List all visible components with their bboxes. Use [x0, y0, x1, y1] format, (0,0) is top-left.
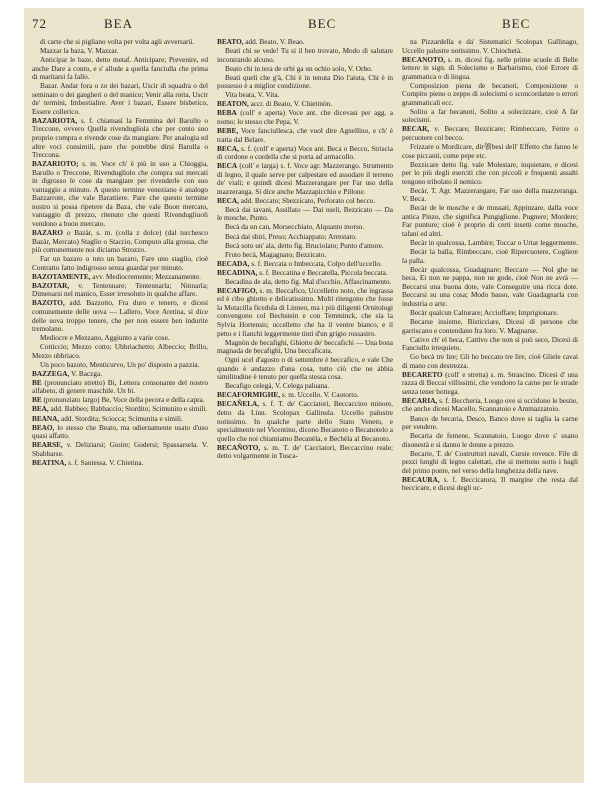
dictionary-entry — [402, 56, 578, 82]
dictionary-entry — [402, 432, 578, 449]
entry-headword: BEBE, — [217, 126, 239, 135]
entry-text: Banco de becaria, Desco, Banco dove si taglia la carne per vendere. — [402, 414, 578, 432]
entry-headword: BECAFIGO, — [217, 286, 258, 295]
dictionary-entry — [402, 161, 578, 187]
dictionary-entry — [217, 91, 393, 100]
dictionary-entry — [32, 299, 208, 333]
entry-text: Becaria de femene, Scannatoio, Luogo dove s' usano disonestà e si danno le donne a prezzo. — [402, 432, 578, 449]
dictionary-entry — [402, 248, 578, 265]
entry-text: Bazar. Andar fora o zo dei bazari, Uscir di squadra o del seminato o dei gangheri o del manico; Venir alla rotta, Uscir de' termini, Imbestialire. Aver i bazari, Essere bisbetico, Essere collerico. — [32, 82, 208, 116]
entry-headword: BECADINA, — [217, 268, 258, 277]
dictionary-entry — [402, 336, 578, 353]
entry-headword: BECARETO — [402, 370, 443, 379]
entry-text: Becà da un can, Morsecchiato, Alquanto morso. — [225, 223, 365, 232]
entry-text: Beati chi se vede! Tu si il ben trovato, Modo di salutare incontrando alcuno. — [217, 47, 393, 64]
entry-text: add. Beato, V. Beao. — [245, 38, 305, 46]
entry-text: s. f. Beccicatura, Il margine che resta dal beccicare, e dicesi degli uc- — [402, 475, 578, 493]
entry-text: Becà dai tavani, Assillato — Dai oseli, Bezzicato — Da le mosche, Punto. — [217, 205, 393, 223]
entry-headword: BECA, — [217, 196, 239, 205]
dictionary-entry — [32, 117, 208, 160]
entry-text: Un poco bazoto, Menticurvo, Un po' disposto a pazzia. — [40, 360, 200, 369]
entry-text: s. f. chiamasi la Femmina del Barullo o Treccone, ovvero Quella rivendugliola che per conto suo proprio compra e rivende cose da mangiare. Per analogia ed altre voci consimili, pare che potrebbe dirsi Barulla o Treccona. — [32, 116, 208, 160]
entry-text: Vita beata, V. Vita. — [225, 91, 280, 100]
dictionary-entry — [217, 444, 393, 461]
dictionary-entry — [217, 100, 393, 109]
entry-text: Becarse insieme, Bisticciare, Dicesi di persone che garriscano e contendano fra loro. V. Magnarse. — [402, 318, 578, 335]
entry-headword: BEATON, — [217, 100, 249, 109]
dictionary-entry — [32, 424, 208, 441]
entry-text: na Pizzardella e da' Sistematici Scolopax Gallinago, Uccello palustre notissimo. V. Chiochetà. — [402, 38, 578, 55]
dictionary-entry — [32, 343, 208, 360]
dictionary-entry — [402, 318, 578, 335]
entry-text: s. m. Voce ch' è più in uso a Chioggia, Barullo o Treccone, Rivendugliolo che compra sui mercati in digrosso le cose da mangiare per rivenderle con suo vantaggio a minuto. A questo termine veneziano è analogo Bazzarrote, che vale Barattiere. Pare che questo termine nostro si possa ripetere da Baza, che vale Buon mercato, vantaggio di prezzo, ritenuto che questi Rivendugliuoli vendono a buon mercato. — [32, 160, 208, 228]
entry-text: Beati queli che g'à, Chi è in tenuta Dio l'aiuta, Chi è in possesso è a miglior condizione. — [217, 73, 393, 91]
dictionary-entry — [32, 47, 208, 56]
entry-text: Bezzicare detto fig. vale Molestare, inquietare, e dicesi per lo più degli eserciti che con piccoli e frequenti assalti tengono tribolato il nemico. — [402, 160, 578, 186]
entry-text: s. f. T. de' Cacciatori, Beccaccino minore, detto da Linn. Scolopax Gallinula. Uccello palustre notissimo. In qualche parte dello Stato Veneto, e specialmente nel Vicentino, dicono Becanoto o Becanotelo a quello che noi chiamiamo Becanèla, e Bechèla al Becanoto. — [217, 400, 393, 443]
entry-headword: BAZOTAR, — [32, 281, 70, 290]
dictionary-entry — [32, 405, 208, 414]
entry-text: (coll' e larga) s. f. Voce agr. Mazzerango. Strumento di legno, il quale serve per calpestare ed assodare il terreno de' viali; e quindi dicesi Mazzerangare per Far uso della mazzeranga. Si dice anche Mazzapicchio e Pillone. — [217, 162, 393, 196]
dictionary-entry — [402, 450, 578, 476]
entry-text: add. Bazzotto, Fra duro e tenero, e dicesi comunemente delle uova — Lallero, Voce Aretina, si dice delle uova troppo tenere, che per non essere ben indurite tremolano. — [32, 299, 208, 334]
entry-headword: BAZARO — [32, 229, 64, 238]
dictionary-entry — [402, 266, 578, 309]
entry-headword: BAZOTO, — [32, 299, 65, 308]
entry-text: V. Baczga. — [70, 369, 103, 378]
entry-text: v. Beccare; Bezzicare; Rimbeccare, Ferire o percuotere col becco. — [402, 125, 578, 143]
dictionary-entry — [32, 441, 208, 458]
entry-text: Mazzar la baza, V. Mazzar. — [40, 47, 119, 56]
entry-text: s. f. Santessa. V. Chietina. — [68, 458, 144, 467]
entry-text: s. m. Uccello. V. Caotorto. — [281, 391, 359, 400]
dictionary-entry — [32, 415, 208, 424]
entry-text: Far un bazaro o tuto un bazaro, Fare uno staglio, cioè Contratto fatto indigrosso senza guardar per minuto. — [32, 255, 208, 272]
entry-headword: BAZARIOTA, — [32, 116, 78, 125]
entry-headword: BECAR, — [402, 125, 430, 134]
entry-text: Becàr qualcossa, Guadagnare; Beccare — Nol ghe ne beca, Ei non ne pappa, non ne gode, cioè Non ne avrà — Beccarsi una buona dote, vale Conseguire una ricca dote. Beccarsi su una cosa; Modo basso, vale Guadagnarla con industria o arte. — [402, 265, 578, 308]
dictionary-entry — [402, 415, 578, 432]
dictionary-entry — [32, 160, 208, 228]
entry-headword: BEATO, — [217, 38, 244, 46]
entry-text: add. Babbeo; Babbaccio; Stordito; Scimunito e simili. — [50, 405, 208, 414]
dictionary-entry — [217, 109, 393, 126]
dictionary-entry — [32, 38, 208, 47]
dictionary-entry — [217, 38, 393, 47]
dictionary-entry — [217, 47, 393, 64]
page-header — [32, 16, 576, 32]
dictionary-entry — [217, 339, 393, 356]
dictionary-entry — [32, 255, 208, 272]
entry-text: Go becà tre lire; Gli ho beccato tre lire, cioè Gliele cavai di mano con destrezza. — [402, 353, 578, 370]
entry-headword: BAZZEGA, — [32, 369, 70, 378]
dictionary-entry — [402, 371, 578, 397]
entry-text: Becàr de le mosche e de mussati, Appinzare, dalla voce antica Pinzo, che significa Pungiglione. Pugnere; Mordere; Far punture; cioè è proprio di certi insetti come mosche, tafani ed altri. — [402, 204, 578, 239]
page-number: 72 — [32, 16, 47, 31]
dictionary-entry — [217, 127, 393, 144]
entry-text: s. m. Beccafico, Uccelletto noto, che ingrassa ed è cibo ghiotto e delicatissimo. Molti ritengono che fosse la Motacilla ficedula di Linneo, ma i più diligenti Ornitologi convengono col Bechstein e con Temminck, che sia la Sylvia Hortensis; uccelletto che ha il ventre bianco, e il petto e i fianchi leggermente tinti d'un grigio rossastro. — [217, 286, 393, 338]
dictionary-entry — [217, 278, 393, 287]
entry-text: Solito a far becanoti, Solito a solecizzare, cioè A far solecismi. — [402, 107, 578, 125]
entry-headword: BEARSE, — [32, 441, 63, 450]
dictionary-entry — [217, 269, 393, 278]
dictionary-entry — [402, 239, 578, 248]
entry-text: (pronunziato largo) Be, Voce della pecora e della capra. — [43, 396, 205, 405]
entry-text: Beato chi in tera de orbi ga un ochio solo, V. Orbo. — [225, 64, 373, 73]
entry-text: (coll' e stretta) s. m. Strascino. Dicesi d' una razza di Beccai villissimi, che vendono la carne per le strade senza tener bottega. — [402, 370, 578, 396]
entry-text: Fruto becà, Magagnato; Bezzicato. — [225, 250, 327, 259]
dictionary-entry — [217, 206, 393, 223]
entry-headword: BAZARIOTO; — [32, 160, 79, 169]
entry-headword: BE — [32, 378, 42, 387]
entry-text: add. Beccato; Sbezzicato, Perforato col becco. — [240, 196, 376, 205]
entry-text: Magnòn de becafighi, Ghiotto de' beccafichi — Una bona magnada de becafighi, Una beccaficata. — [217, 338, 393, 356]
dictionary-entry — [217, 356, 393, 382]
entry-text: s. f. Beccata o Imbeccata, Colpo dell'uccello. — [251, 259, 382, 268]
dictionary-entry — [217, 223, 393, 232]
entry-text: s. f. (coll' e aperta) Voce ant. Beca o Becco, Striscia di cordone o cordella che si porta ad armacollo. — [217, 144, 393, 162]
entry-text: Becarie, T. de' Costruttori navali, Cursie rovesce. File di pezzi lunghi di legno calettati, che si mettono sotto i bagli del primo ponte, nel verso della lunghezza della nave. — [402, 449, 578, 475]
entry-text: s. m. dicesi fig. nelle prime scuole di Belle lettere in sign. di Solecismo o Barbarismo, cioè Errore di grammatica o di lingua. — [402, 55, 578, 81]
entry-text: di carte che si pigliano volta per volta agli avversarii. — [40, 38, 195, 46]
entry-text: Becàr qualcun Calturare; Acciuffare; Imprigionare. — [410, 308, 559, 317]
dictionary-entry — [217, 65, 393, 74]
entry-text: (coll' e aperta) Voce ant. che dicevasi per agg. a nomo; lo stesso che Pepa, V. — [217, 109, 393, 126]
entry-text: avv. Mediocremente; Mezzanamente. — [92, 272, 201, 281]
dictionary-entry — [402, 397, 578, 414]
dictionary-entry — [32, 379, 208, 396]
entry-text: Becafigo celegà, V. Celega paluana. — [225, 382, 330, 391]
dictionary-entry — [32, 56, 208, 82]
entry-headword: BE — [32, 396, 42, 405]
entry-headword: BECA — [217, 162, 238, 171]
dictionary-entry — [217, 400, 393, 443]
running-head-left: BEA — [104, 16, 133, 31]
dictionary-entry — [402, 187, 578, 204]
dictionary-entry — [402, 108, 578, 125]
dictionary-entry — [402, 38, 578, 55]
entry-text: lo stesso che Beato, ma odiernamente usato d'uso quasi affatto. — [32, 423, 208, 441]
dictionary-entry — [32, 273, 208, 282]
entry-text: s. f. Beccatina e Beccatella, Piccola beccata. — [259, 268, 388, 277]
running-head-center: BEC — [308, 16, 337, 31]
entry-headword: BECAFORMIGHE, — [217, 391, 281, 400]
entry-headword: BEA, — [32, 405, 49, 414]
entry-text: accr. di Beato, V. Chietinòn. — [250, 100, 333, 109]
entry-headword: BECANOTO, — [402, 55, 446, 64]
dictionary-entry — [217, 260, 393, 269]
dictionary-entry — [32, 229, 208, 255]
entry-text: v. Tentennare; Tentennarla; Ninnarla; Dimenarsi nel manico, Esser irresoluto in qualche affare. — [32, 281, 208, 299]
dictionary-entry — [402, 125, 578, 142]
entry-text: Voce fanciullesca, che vuol dire Agnellino, e ch' è tratta dal Belare. — [217, 126, 393, 144]
dictionary-entry — [217, 233, 393, 242]
entry-text: Composizion piena de becanoti, Composizione o Compito pieno o zeppo di solecismi o sconcordanze o errori grammaticali ecc. — [402, 81, 578, 107]
entry-headword: BEANA, — [32, 414, 60, 423]
dictionary-entry — [217, 287, 393, 338]
dictionary-entry — [402, 82, 578, 108]
entry-headword: BECADA, — [217, 259, 250, 268]
dictionary-entry — [32, 361, 208, 370]
entry-headword: BEAO, — [32, 423, 55, 432]
dictionary-entry — [32, 459, 208, 468]
entry-text: v. Deliziarsi; Gioire; Godersi; Spassarsela. V. Sbabbarse. — [32, 441, 208, 458]
entry-text: Frizzare o Mordicare, dir領besi dell' Effetto che fanno le cose piccanti, come pepe etc. — [402, 143, 578, 160]
entry-text: Cativo ch' el beca, Cattivo che non si può seco, Dicesi di Fanciullo irrequieto. — [402, 335, 578, 353]
entry-text: Becà soto un' ala, detto fig. Bruciolato; Punto d'amore. — [225, 241, 384, 250]
dictionary-entry — [32, 282, 208, 299]
dictionary-entry — [217, 382, 393, 391]
entry-text: Cotticcio; Mezzo cotto; Ubbriachetto; Albeccio; Brillo, Mezzo ubbriaco. — [32, 343, 208, 360]
dictionary-entry — [217, 74, 393, 91]
entry-text: Becà dai sbiri, Preso; Acchiappato; Arrestato. — [225, 232, 357, 241]
entry-text: Becàr, T. Agr. Mazzerangare, Far uso della mazzeranga. V. Beca. — [402, 186, 578, 204]
entry-text: s. m. T. de' Cacciatori, Beccaccino reale; detto volgarmente in Tosca- — [217, 443, 393, 461]
entry-text: Becadina de ala, detto fig. Mal d'occhio, Affascinamento. — [225, 277, 392, 286]
entry-headword: BAZOTAMENTE, — [32, 272, 91, 281]
entry-text: Becàr la balla, Rimbeccare, cioè Ripercuotere, Cogliere la palla. — [402, 248, 578, 265]
entry-headword: BEATINA, — [32, 458, 67, 467]
entry-headword: BECARIA, — [402, 396, 438, 405]
dictionary-entry — [402, 143, 578, 160]
dictionary-entry — [32, 334, 208, 343]
dictionary-entry — [217, 251, 393, 260]
dictionary-entry — [402, 353, 578, 370]
entry-text: add. Stordita; Sciocca; Scimunita e simili. — [61, 414, 183, 423]
entry-text: Anticipar le baze, detto metaf. Anticipare; Prevenire, ed anche Dare a conto, e s' allude a quella fanciulla che prima di maritarsi fa fallo. — [32, 56, 208, 82]
column-middle — [217, 38, 393, 779]
dictionary-entry — [217, 242, 393, 251]
dictionary-entry — [32, 82, 208, 116]
dictionary-entry — [402, 476, 578, 493]
column-right — [402, 38, 578, 779]
dictionary-entry — [32, 396, 208, 405]
dictionary-entry — [32, 370, 208, 379]
entry-text: Becàr in qualcossa, Lambire; Toccar o Urtar leggermente. — [410, 239, 578, 248]
dictionary-entry — [217, 162, 393, 196]
entry-text: (pronunciato stretto) Bi, Lettera consonante del nostro alfabeto, di genere maschile. Un bi. — [32, 378, 208, 396]
dictionary-entry — [217, 197, 393, 206]
dictionary-page — [24, 8, 584, 783]
dictionary-entry — [217, 391, 393, 400]
dictionary-entry — [402, 204, 578, 238]
entry-text: Mediocre e Mezzano, Aggiunto a varie cose. — [40, 334, 170, 343]
entry-headword: BECAÑOTO, — [217, 443, 261, 452]
entry-headword: BECAURA, — [402, 475, 440, 484]
entry-headword: BEBA — [217, 109, 237, 118]
dictionary-entry — [402, 309, 578, 318]
column-left — [32, 38, 208, 779]
text-columns — [32, 38, 578, 779]
entry-text: o Bazàr, s. m. (colla z dolce) (dal turchesco Bazàr, Mercato) Staglio o Staccio, Computo alla grossa, che più comunemente noi diciamo Strozzo. — [32, 229, 208, 255]
dictionary-entry — [217, 145, 393, 162]
entry-headword: BECA, — [217, 144, 239, 153]
entry-headword: BECAÑELA, — [217, 400, 260, 409]
entry-text: Ogni ucel d'agosto o di settembre è beccafico, e vale Che quando è andazzo d'una cosa, tutto ciò che ne abbia similitudine è tenuto per quella stessa cosa. — [217, 356, 393, 382]
running-head-right: BEC — [502, 16, 531, 31]
entry-text: s. f. Beccheria, Luogo ove si uccidono le bestie, che anche dicesi Macello, Scannatoio e Ammazzatoio. — [402, 396, 578, 414]
